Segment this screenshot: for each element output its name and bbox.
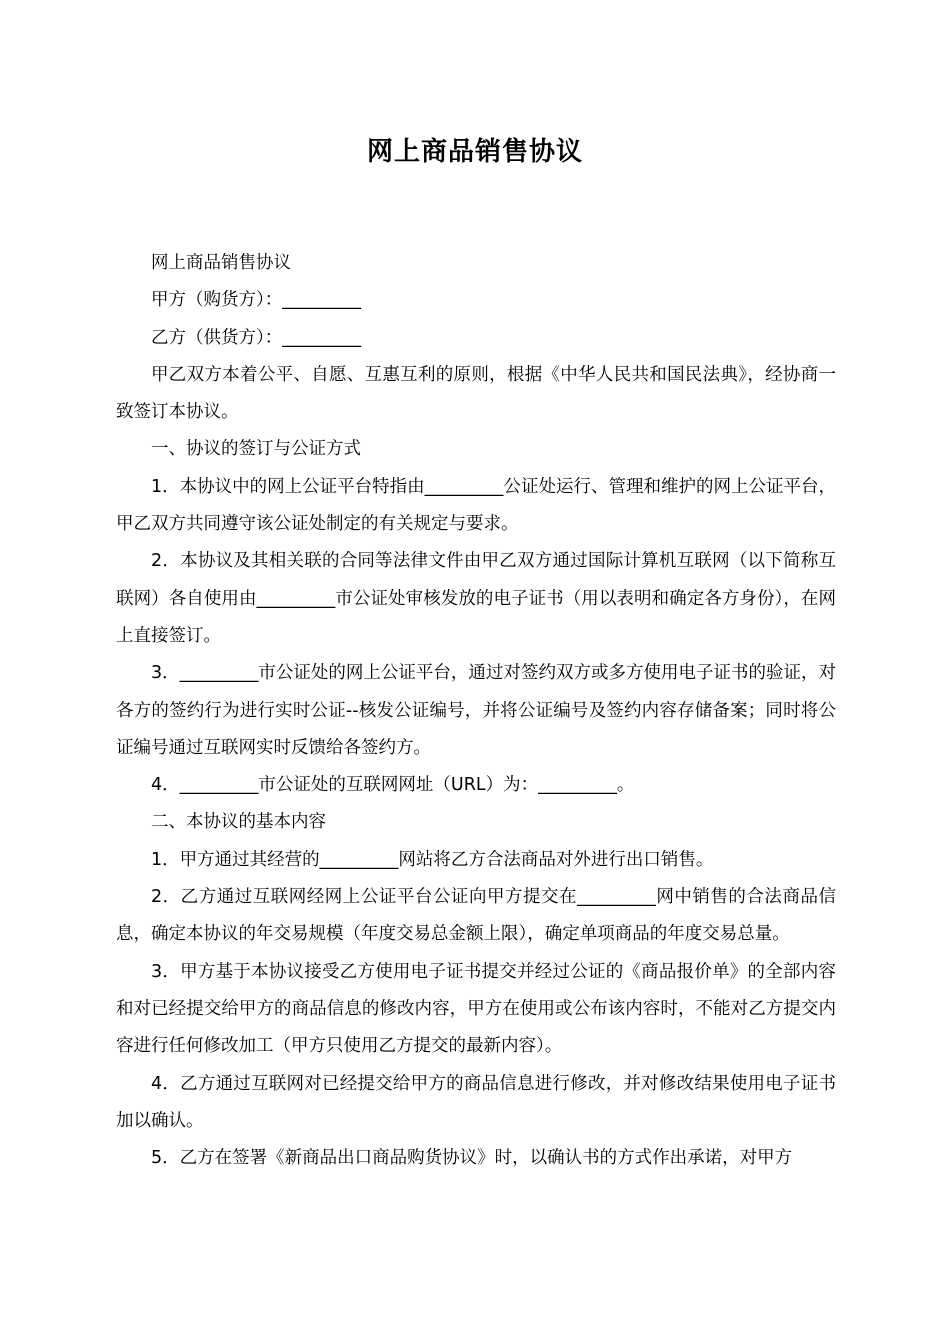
clause-1-2: 2．本协议及其相关联的合同等法律文件由甲乙双方通过国际计算机互联网（以下简称互联网）各自使用由_________市公证处审核发放的电子证书（用以表明和确定各方身份），在网上直接签订。 — [116, 551, 836, 646]
clause-2-5: 5．乙方在签署《新商品出口商品购货协议》时，以确认书的方式作出承诺，对甲方 — [151, 1148, 793, 1169]
clause-1-3: 3．_________市公证处的网上公证平台，通过对签约双方或多方使用电子证书的验证，对各方的签约行为进行实时公证--核发公证编号，并将公证编号及签约内容存储备案；同时将公证编号通过互联网实时反馈给各签约方。 — [116, 663, 836, 758]
clause-1-4: 4．_________市公证处的互联网网址（URL）为：_________。 — [151, 775, 635, 796]
paragraph-party-a: 甲方（购货方）：_________ — [151, 290, 361, 311]
clause-1-1: 1．本协议中的网上公证平台特指由_________公证处运行、管理和维护的网上公证平台，甲乙双方共同遵守该公证处制定的有关规定与要求。 — [116, 476, 836, 535]
section-heading-1: 一、协议的签订与公证方式 — [151, 439, 361, 460]
section-heading-2: 二、本协议的基本内容 — [151, 812, 326, 833]
clause-2-2: 2．乙方通过互联网经网上公证平台公证向甲方提交在_________网中销售的合法商品信息，确定本协议的年交易规模（年度交易总金额上限），确定单项商品的年度交易总量。 — [116, 887, 836, 945]
document-body — [116, 245, 836, 1177]
paragraph-party-b: 乙方（供货方）：_________ — [151, 327, 361, 348]
document-title: 网上商品销售协议 — [366, 137, 583, 167]
paragraph-preamble: 甲乙双方本着公平、自愿、互惠互利的原则，根据《中华人民共和国民法典》，经协商一致签订本协议。 — [116, 364, 836, 423]
clause-2-3: 3．甲方基于本协议接受乙方使用电子证书提交并经过公证的《商品报价单》的全部内容和对已经提交给甲方的商品信息的修改内容，甲方在使用或公布该内容时，不能对乙方提交内容进行任何修改加工（甲方只使用乙方提交的最新内容）。 — [116, 961, 836, 1057]
clause-2-4: 4．乙方通过互联网对已经提交给甲方的商品信息进行修改，并对修改结果使用电子证书加以确认。 — [116, 1073, 836, 1131]
paragraph-heading: 网上商品销售协议 — [151, 253, 291, 273]
clause-2-1: 1．甲方通过其经营的_________网站将乙方合法商品对外进行出口销售。 — [151, 849, 714, 870]
